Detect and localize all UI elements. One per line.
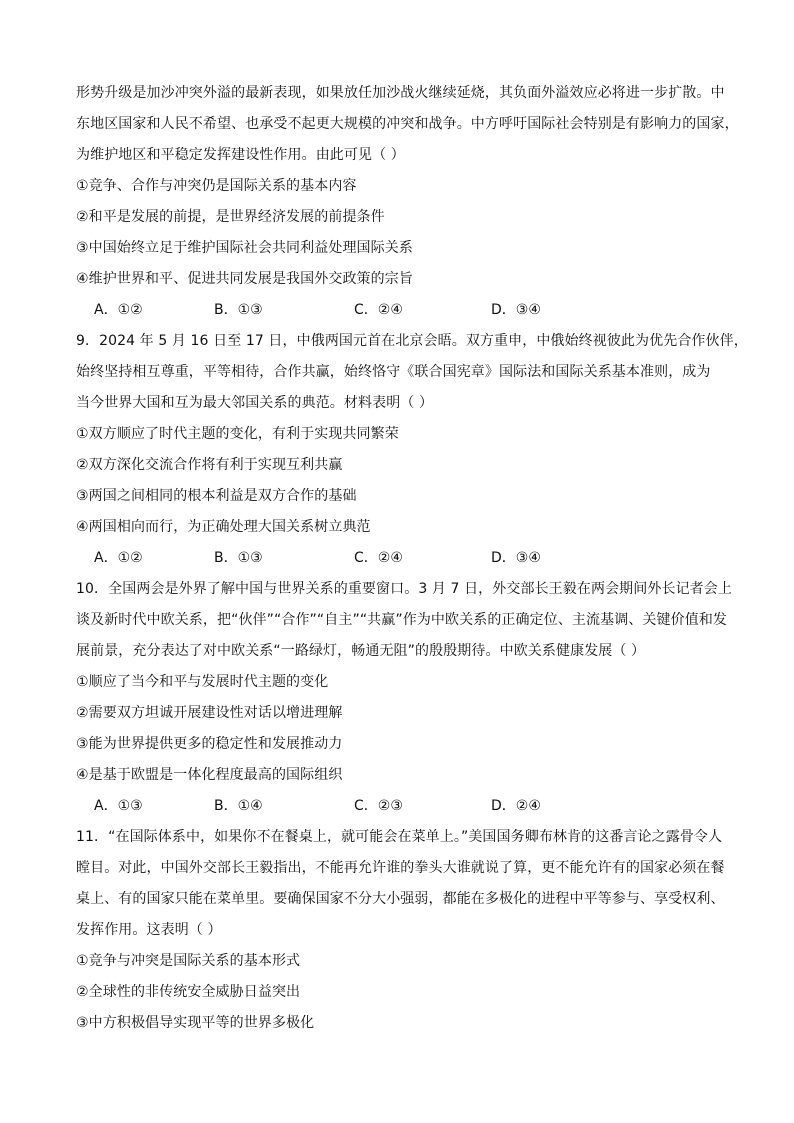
q8-option-b: B．①③: [214, 302, 263, 318]
q8-option-c: C．②④: [354, 302, 403, 318]
q10-statement-4: ④是基于欧盟是一体化程度最高的国际组织: [76, 767, 343, 783]
q11-stem-line-3: 桌上、有的国家只能在菜单里。要确保国家不分大小强弱，都能在多极化的进程中平等参与、享受权利、: [76, 891, 725, 907]
q8-stem-line-3: 为维护地区和平稳定发挥建设性作用。由此可见（ ）: [76, 147, 405, 163]
q8-statement-3: ③中国始终立足于维护国际社会共同利益处理国际关系: [76, 240, 413, 256]
q10-option-d: D．②④: [491, 798, 541, 814]
q8-stem-line-2: 东地区国家和人民不希望、也承受不起更大规模的冲突和战争。中方呼吁国际社会特别是有影响力的国家，: [76, 116, 739, 132]
q10-options: [76, 791, 726, 822]
q11-statement-2: ②全球性的非传统安全威胁日益突出: [76, 984, 301, 1000]
question-11: [76, 822, 726, 1039]
question-10: [76, 574, 732, 822]
q9-stem-line-1: 9．2024 年 5 月 16 日至 17 日，中俄两国元首在北京会晤。双方重申，中俄始终视彼此为优先合作伙伴，: [76, 333, 748, 349]
q8-statement-4: ④维护世界和平、促进共同发展是我国外交政策的宗旨: [76, 271, 413, 287]
q9-statement-1: ①双方顺应了时代主题的变化，有利于实现共同繁荣: [76, 426, 399, 442]
q9-options: [76, 543, 726, 574]
exam-content: [76, 78, 748, 1039]
q8-option-a: A．①②: [94, 302, 143, 318]
q11-stem-line-4: 发挥作用。这表明（ ）: [76, 922, 222, 938]
q9-option-d: D．③④: [491, 550, 541, 566]
q10-stem-line-1: 10．全国两会是外界了解中国与世界关系的重要窗口。3 月 7 日，外交部长王毅在两会期间外长记者会上: [76, 581, 732, 597]
q10-statement-1: ①顺应了当今和平与发展时代主题的变化: [76, 674, 329, 690]
q11-stem-line-2: 瞠目。对此，中国外交部长王毅指出，不能再允许谁的拳头大谁就说了算，更不能允许有的国家必须在餐: [76, 860, 725, 876]
q10-option-b: B．①④: [214, 798, 263, 814]
q8-options: [76, 295, 726, 326]
q9-statement-4: ④两国相向而行，为正确处理大国关系树立典范: [76, 519, 371, 535]
q10-statement-3: ③能为世界提供更多的稳定性和发展推动力: [76, 736, 343, 752]
q10-stem-line-2: 谈及新时代中欧关系，把“伙伴”“合作”“自主”“共赢”作为中欧关系的正确定位、主流基调、关键价值和发: [76, 612, 728, 628]
q10-option-a: A．①③: [94, 798, 143, 814]
q11-statement-3: ③中方积极倡导实现平等的世界多极化: [76, 1015, 315, 1031]
q10-statement-2: ②需要双方坦诚开展建设性对话以增进理解: [76, 705, 343, 721]
q9-stem-line-2: 始终坚持相互尊重，平等相待，合作共赢，始终恪守《联合国宪章》国际法和国际关系基本准则，成为: [76, 364, 711, 380]
q8-option-d: D．③④: [491, 302, 541, 318]
q9-option-a: A．①②: [94, 550, 143, 566]
q9-option-b: B．①③: [214, 550, 263, 566]
q10-option-c: C．②③: [354, 798, 403, 814]
q9-stem-line-3: 当今世界大国和互为最大邻国关系的典范。材料表明（ ）: [76, 395, 434, 411]
q11-statement-1: ①竞争与冲突是国际关系的基本形式: [76, 953, 301, 969]
q8-statement-2: ②和平是发展的前提，是世界经济发展的前提条件: [76, 209, 385, 225]
question-9: [76, 326, 748, 574]
q9-statement-3: ③两国之间相同的根本利益是双方合作的基础: [76, 488, 357, 504]
q8-statement-1: ①竞争、合作与冲突仍是国际关系的基本内容: [76, 178, 357, 194]
q10-stem-line-3: 展前景，充分表达了对中欧关系“一路绿灯，畅通无阻”的殷殷期待。中欧关系健康发展（ ）: [76, 643, 646, 659]
q9-option-c: C．②④: [354, 550, 403, 566]
q9-statement-2: ②双方深化交流合作将有利于实现互利共赢: [76, 457, 343, 473]
q11-stem-line-1: 11．“在国际体系中，如果你不在餐桌上，就可能会在菜单上。”美国国务卿布林肯的这番言论之露骨令人: [76, 829, 723, 845]
question-8: [76, 78, 739, 326]
q8-stem-line-1: 形势升级是加沙冲突外溢的最新表现，如果放任加沙战火继续延烧，其负面外溢效应必将进一步扩散。中: [76, 85, 725, 101]
